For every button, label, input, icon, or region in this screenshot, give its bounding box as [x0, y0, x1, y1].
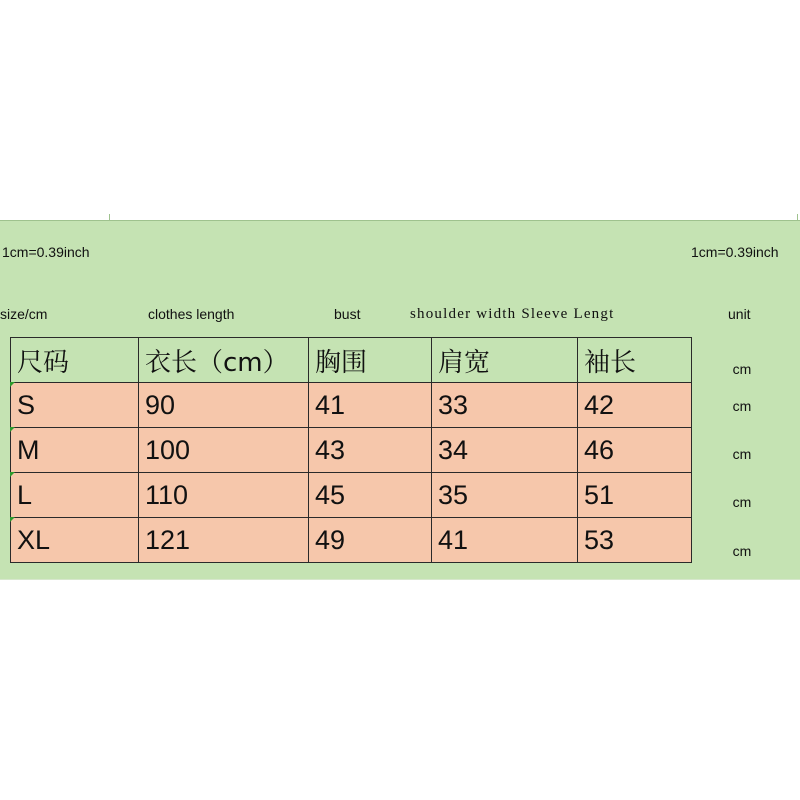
table-cell: 42 — [578, 383, 692, 428]
table-cell: 41 — [432, 518, 578, 563]
cell-corner-marker — [10, 517, 15, 522]
cell-corner-marker — [10, 427, 15, 432]
header-cell-length: 衣长（cm） — [139, 338, 309, 383]
unit-label: cm — [732, 361, 752, 377]
header-cell-bust: 胸围 — [309, 338, 432, 383]
table-cell: 45 — [309, 473, 432, 518]
cell-corner-marker — [10, 472, 15, 477]
conversion-note-right: 1cm=0.39inch — [691, 244, 779, 260]
size-cell: S — [11, 383, 139, 428]
table-cell: 43 — [309, 428, 432, 473]
table-cell: 53 — [578, 518, 692, 563]
table-cell: 35 — [432, 473, 578, 518]
unit-label: cm — [732, 543, 752, 559]
bust-header-english: bust — [334, 306, 361, 322]
unit-header: unit — [728, 306, 751, 322]
clothes-length-header-english: clothes length — [148, 306, 235, 322]
table-row — [11, 383, 692, 428]
sheet-tick-mark — [0, 214, 110, 220]
size-cell: M — [11, 428, 139, 473]
table-cell: 110 — [139, 473, 309, 518]
header-cell-size: 尺码 — [11, 338, 139, 383]
table-cell: 33 — [432, 383, 578, 428]
table-header-row — [11, 338, 692, 383]
table-cell: 46 — [578, 428, 692, 473]
table-row — [11, 518, 692, 563]
size-header-english: size/cm — [0, 306, 48, 322]
cell-corner-marker — [10, 382, 15, 387]
shoulder-sleeve-header-english: shoulder width Sleeve Lengt — [410, 306, 615, 322]
unit-label: cm — [732, 494, 752, 510]
conversion-note-left: 1cm=0.39inch — [2, 244, 90, 260]
table-cell: 49 — [309, 518, 432, 563]
table-cell: 90 — [139, 383, 309, 428]
header-cell-sleeve: 袖长 — [578, 338, 692, 383]
table-cell: 41 — [309, 383, 432, 428]
size-cell: L — [11, 473, 139, 518]
size-cell: XL — [11, 518, 139, 563]
sheet-tick-mark — [688, 214, 798, 220]
header-cell-shoulder: 肩宽 — [432, 338, 578, 383]
size-table — [10, 337, 692, 563]
table-cell: 51 — [578, 473, 692, 518]
table-cell: 34 — [432, 428, 578, 473]
table-row — [11, 428, 692, 473]
table-cell: 121 — [139, 518, 309, 563]
table-row — [11, 473, 692, 518]
unit-label: cm — [732, 398, 752, 414]
unit-label: cm — [732, 446, 752, 462]
table-cell: 100 — [139, 428, 309, 473]
